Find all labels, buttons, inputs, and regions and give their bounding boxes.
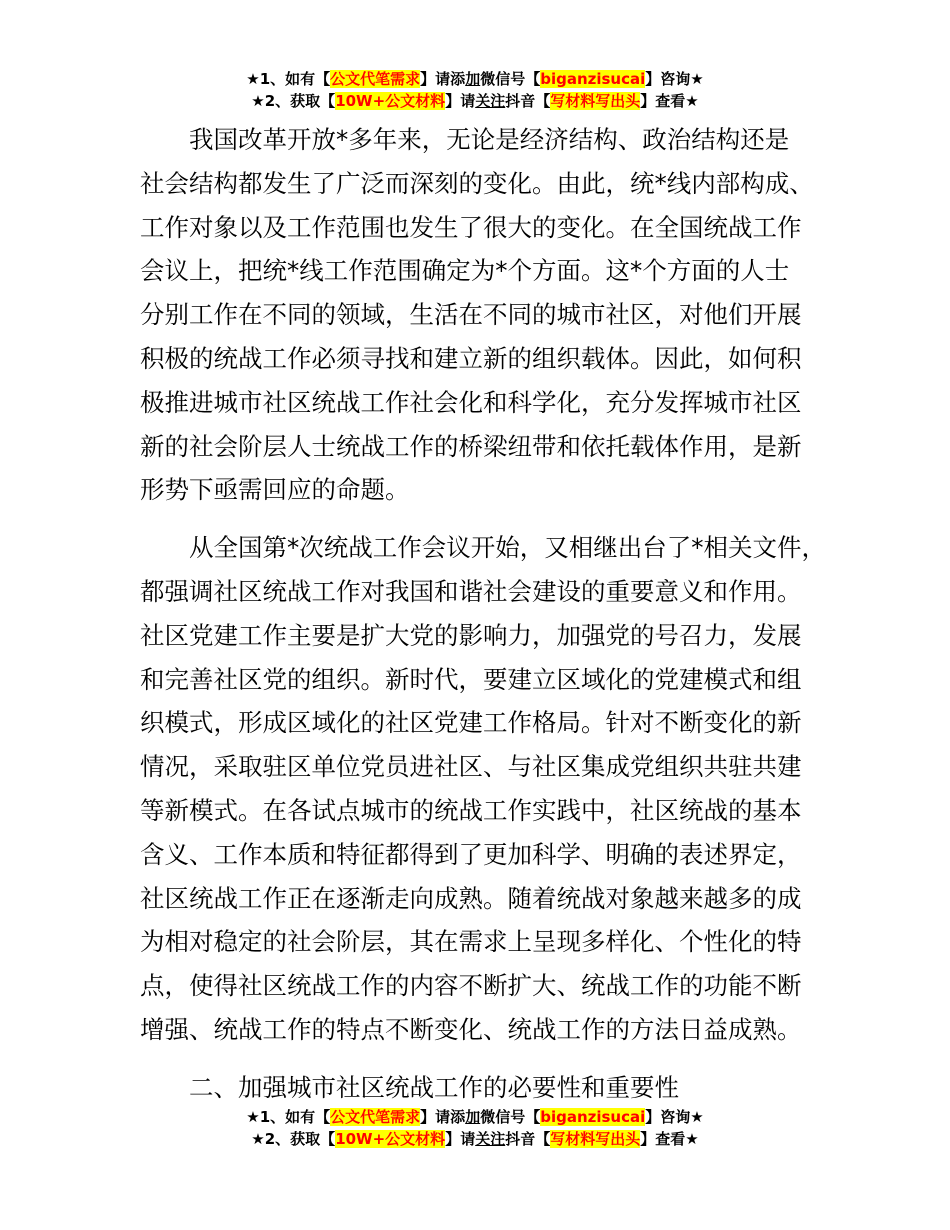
banner-text: 抖音【: [505, 92, 551, 110]
text-line: 社区统战工作正在逐渐走向成熟。随着统战对象越来越多的成: [140, 883, 802, 913]
banner-text: 微信号【: [480, 70, 541, 88]
text-line: 和完善社区党的组织。新时代，要建立区域化的党建模式和组: [140, 664, 802, 694]
banner-highlight: 10W+公文材料: [335, 92, 446, 110]
banner-line-2: [0, 1128, 950, 1150]
text-line: 社区党建工作主要是扩大党的影响力，加强党的号召力，发展: [140, 620, 802, 650]
paragraph-1: [140, 118, 840, 512]
banner-underlined: 加: [465, 70, 481, 88]
banner-highlight: 写材料写出头: [550, 1130, 641, 1148]
footer-banner: [0, 1106, 950, 1150]
paragraph-2: [140, 526, 840, 1052]
banner-text: 】查看★: [640, 1130, 699, 1148]
text-line: 社会结构都发生了广泛而深刻的变化。由此，统*线内部构成、: [140, 168, 814, 198]
section-heading: [140, 1066, 840, 1110]
banner-text: ★1、如有【: [246, 1108, 331, 1126]
banner-text: ★1、如有【: [246, 70, 331, 88]
banner-text: ★2、获取【: [251, 1130, 336, 1148]
text-line: 从全国第*次统战工作会议开始，又相继出台了*相关文件，: [189, 533, 826, 563]
banner-highlight: 写材料写出头: [550, 92, 641, 110]
banner-text: 微信号【: [480, 1108, 541, 1126]
heading-text: 二、加强城市社区统战工作的必要性和重要性: [189, 1072, 679, 1102]
banner-text: 】请添: [420, 1108, 466, 1126]
text-line: 工作对象以及工作范围也发生了很大的变化。在全国统战工作: [140, 212, 802, 242]
text-line: 情况，采取驻区单位党员进社区、与社区集成党组织共驻共建: [140, 752, 802, 782]
banner-text: ★2、获取【: [251, 92, 336, 110]
text-line: 形势下亟需回应的命题。: [140, 475, 410, 505]
banner-line-1: [0, 1106, 950, 1128]
text-line: 极推进城市社区统战工作社会化和科学化，充分发挥城市社区: [140, 387, 802, 417]
text-line: 积极的统战工作必须寻找和建立新的组织载体。因此，如何积: [140, 343, 802, 373]
text-line: 含义、工作本质和特征都得到了更加科学、明确的表述界定，: [140, 839, 802, 869]
text-line: 织模式，形成区域化的社区党建工作格局。针对不断变化的新: [140, 708, 802, 738]
banner-text: 】请添: [420, 70, 466, 88]
text-line: 点，使得社区统战工作的内容不断扩大、统战工作的功能不断: [140, 971, 802, 1001]
banner-highlight: biganzisucai: [540, 1108, 646, 1126]
text-line: 都强调社区统战工作对我国和谐社会建设的重要意义和作用。: [140, 576, 802, 606]
banner-highlight: 10W+公文材料: [335, 1130, 446, 1148]
banner-highlight: 公文代笔需求: [330, 1108, 421, 1126]
banner-line-2: [0, 90, 950, 112]
banner-highlight: biganzisucai: [540, 70, 646, 88]
text-line: 等新模式。在各试点城市的统战工作实践中，社区统战的基本: [140, 795, 802, 825]
banner-text: 】咨询★: [645, 70, 704, 88]
text-line: 会议上，把统*线工作范围确定为*个方面。这*个方面的人士: [140, 256, 790, 286]
banner-underlined: 关注: [475, 1130, 506, 1148]
text-line: 为相对稳定的社会阶层，其在需求上呈现多样化、个性化的特: [140, 927, 802, 957]
banner-line-1: [0, 68, 950, 90]
banner-text: 】查看★: [640, 92, 699, 110]
banner-underlined: 关注: [475, 92, 506, 110]
banner-text: 】请: [445, 92, 476, 110]
text-line: 分别工作在不同的领域，生活在不同的城市社区，对他们开展: [140, 300, 802, 330]
banner-text: 】请: [445, 1130, 476, 1148]
banner-text: 抖音【: [505, 1130, 551, 1148]
document-body: [140, 118, 840, 1110]
text-line: 增强、统战工作的特点不断变化、统战工作的方法日益成熟。: [140, 1014, 802, 1044]
banner-underlined: 加: [465, 1108, 481, 1126]
header-banner: [0, 68, 950, 112]
banner-text: 】咨询★: [645, 1108, 704, 1126]
banner-highlight: 公文代笔需求: [330, 70, 421, 88]
text-line: 我国改革开放*多年来，无论是经济结构、政治结构还是: [189, 125, 790, 154]
text-line: 新的社会阶层人士统战工作的桥梁纽带和依托载体作用，是新: [140, 431, 802, 461]
